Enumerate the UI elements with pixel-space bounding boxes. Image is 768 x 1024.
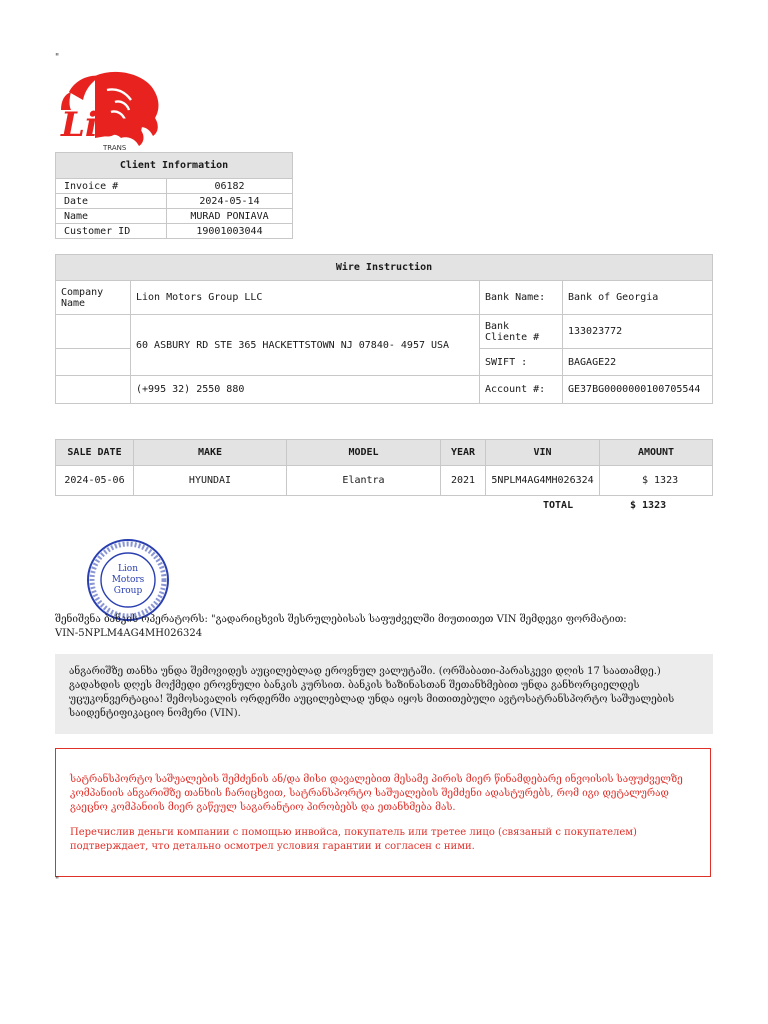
quote-mark-top: " xyxy=(55,53,60,63)
col-model: MODEL xyxy=(287,440,441,466)
note-line-2: VIN-5NPLM4AG4MH026324 xyxy=(55,628,203,639)
make-value: HYUNDAI xyxy=(134,466,287,496)
note-line-1: შენიშვნა ბანკის ოპერატორს: "გადარიცხვის შესრულებისას საფუძველში მიუთითეთ VIN შემდეგი ფორმატით: xyxy=(55,614,627,625)
col-amount: AMOUNT xyxy=(600,440,713,466)
client-information-table xyxy=(55,152,293,239)
payment-instructions-box xyxy=(55,654,713,734)
invoice-value: 06182 xyxy=(167,179,293,194)
warranty-notice-georgian: სატრანსპორტო საშუალების შემძენის ან/და მისი დავალებით მესამე პირის მიერ წინამდებარე ინვოისის საფუძველზე კომპანიის ანგარიშზე თანხის ჩარიცხვით, სატრანსპორტო საშუალების შემძენი ადასტურებს, რომ იგი დეტალურად გაეცნო კომპანიის მიერ გაწეულ საგარანტიო პირობებს და ეთანხმება მას. xyxy=(70,774,683,813)
account-label: Account #: xyxy=(480,376,563,404)
col-make: MAKE xyxy=(134,440,287,466)
svg-text:Group: Group xyxy=(113,586,143,596)
empty-cell xyxy=(56,376,131,404)
swift-label: SWIFT : xyxy=(480,349,563,376)
svg-text:Lion: Lion xyxy=(61,105,146,145)
bank-client-value: 133023772 xyxy=(563,315,713,349)
total-label: TOTAL xyxy=(543,500,574,511)
table-row xyxy=(56,466,713,496)
company-label: Company Name xyxy=(56,281,131,315)
warranty-notice-russian: Перечислив деньги компании с помощью инвойса, покупатель или третее лицо (связаный с покупателем) подтверждает, что детально осмотрел условия гарантии и согласен с ними. xyxy=(70,827,637,852)
svg-text:TRANS: TRANS xyxy=(103,144,127,152)
swift-value: BAGAGE22 xyxy=(563,349,713,376)
vin-value: 5NPLM4AG4MH026324 xyxy=(486,466,600,496)
lion-trans-logo xyxy=(55,70,163,152)
customer-id-value: 19001003044 xyxy=(167,224,293,239)
date-value: 2024-05-14 xyxy=(167,194,293,209)
customer-id-label: Customer ID xyxy=(56,224,167,239)
quote-mark-bottom: " xyxy=(55,876,60,886)
client-info-title: Client Information xyxy=(56,153,293,179)
warranty-notice-box xyxy=(55,748,711,877)
table-row xyxy=(56,376,713,404)
year-value: 2021 xyxy=(441,466,486,496)
svg-text:Motors: Motors xyxy=(111,575,145,585)
address-value: 60 ASBURY RD STE 365 HACKETTSTOWN NJ 07840- 4957 USA xyxy=(131,315,480,376)
col-sale-date: SALE DATE xyxy=(56,440,134,466)
col-year: YEAR xyxy=(441,440,486,466)
empty-cell xyxy=(56,315,131,349)
phone-value: (+995 32) 2550 880 xyxy=(131,376,480,404)
wire-title: Wire Instruction xyxy=(56,255,713,281)
empty-cell xyxy=(56,349,131,376)
sale-table xyxy=(55,439,713,496)
bank-operator-note xyxy=(55,613,695,641)
table-row xyxy=(56,179,293,194)
table-row xyxy=(56,315,713,349)
date-label: Date xyxy=(56,194,167,209)
col-vin: VIN xyxy=(486,440,600,466)
payment-instructions-text: ანგარიშზე თანხა უნდა შემოვიდეს აუცილებლად ეროვნულ ვალუტაში. (ორშაბათი-პარასკევი დღის 17 საათამდე.) გადახდის დღეს მოქმედი ეროვნული ბანკის კურსით. ბანკის ხაზინასთან შეთანხმებით უნდა განხორციელდეს უცუკონვერტაცია! შემოსავალის ორდერში აუცილებლად უნდა იყოს მითითებული ავტოსატრანსპორტო საშუალების საიდენტიფიკაციო ნომერი (VIN). xyxy=(69,666,675,719)
company-value: Lion Motors Group LLC xyxy=(131,281,480,315)
svg-text:Lion: Lion xyxy=(117,564,139,574)
total-value: $ 1323 xyxy=(630,500,667,511)
table-row xyxy=(56,224,293,239)
wire-instruction-table xyxy=(55,254,713,404)
table-row xyxy=(56,281,713,315)
table-row xyxy=(56,209,293,224)
bank-name-label: Bank Name: xyxy=(480,281,563,315)
model-value: Elantra xyxy=(287,466,441,496)
sale-date-value: 2024-05-06 xyxy=(56,466,134,496)
company-stamp xyxy=(86,538,170,622)
name-label: Name xyxy=(56,209,167,224)
bank-client-label: Bank Cliente # xyxy=(480,315,563,349)
name-value: MURAD PONIAVA xyxy=(167,209,293,224)
amount-value: $ 1323 xyxy=(600,466,713,496)
invoice-label: Invoice # xyxy=(56,179,167,194)
account-value: GE37BG0000000100705544 xyxy=(563,376,713,404)
table-row xyxy=(56,194,293,209)
bank-name-value: Bank of Georgia xyxy=(563,281,713,315)
